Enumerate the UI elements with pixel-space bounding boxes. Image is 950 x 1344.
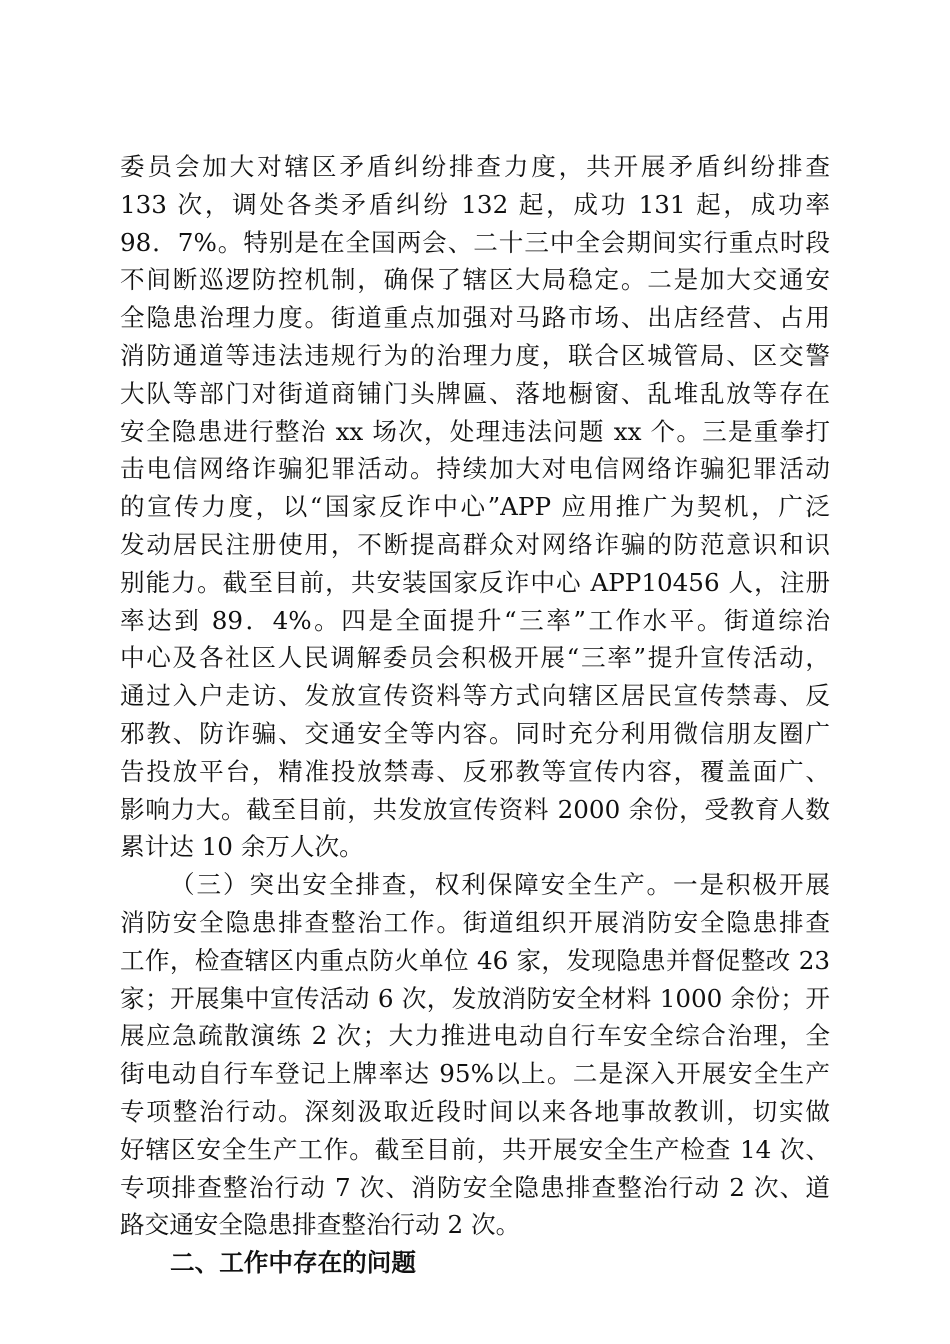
text-line: 击电信网络诈骗犯罪活动。持续加大对电信网络诈骗犯罪活动	[120, 454, 830, 484]
text-line: 大队等部门对街道商铺门头牌匾、落地橱窗、乱堆乱放等存在	[120, 378, 830, 408]
text-line: （三）突出安全排查，权利保障安全生产。一是积极开展	[170, 870, 830, 900]
paragraph-conflict-and-fraud	[120, 148, 830, 866]
text-line: 专项整治行动。深刻汲取近段时间以来各地事故教训，切实做	[120, 1096, 830, 1126]
text-line: 工作，检查辖区内重点防火单位 46 家，发现隐患并督促整改 23	[120, 945, 830, 975]
text-line: 家；开展集中宣传活动 6 次，发放消防安全材料 1000 余份；开	[120, 983, 830, 1013]
paragraph-safety-inspection	[120, 866, 830, 1244]
text-line: 别能力。截至目前，共安装国家反诈中心 APP10456 人，注册	[120, 567, 830, 597]
text-line: 街电动自行车登记上牌率达 95%以上。二是深入开展安全生产	[120, 1059, 830, 1089]
text-line: 通过入户走访、发放宣传资料等方式向辖区居民宣传禁毒、反	[120, 681, 830, 711]
text-line: 中心及各社区人民调解委员会积极开展“三率”提升宣传活动，	[120, 643, 830, 673]
section-heading: 二、工作中存在的问题	[170, 1248, 416, 1278]
text-line: 的宣传力度，以“国家反诈中心”APP 应用推广为契机，广泛	[120, 492, 830, 522]
text-line: 率达到 89．4%。四是全面提升“三率”工作水平。街道综治	[120, 605, 830, 635]
text-line: 98．7%。特别是在全国两会、二十三中全会期间实行重点时段	[120, 227, 830, 257]
text-line: 邪教、防诈骗、交通安全等内容。同时充分利用微信朋友圈广	[120, 718, 830, 748]
text-line: 133 次，调处各类矛盾纠纷 132 起，成功 131 起，成功率	[120, 189, 830, 219]
text-line: 告投放平台，精准投放禁毒、反邪教等宣传内容，覆盖面广、	[120, 756, 830, 786]
text-line: 不间断巡逻防控机制，确保了辖区大局稳定。二是加大交通安	[120, 265, 830, 295]
text-line: 路交通安全隐患排查整治行动 2 次。	[120, 1210, 521, 1240]
text-line: 委员会加大对辖区矛盾纠纷排查力度，共开展矛盾纠纷排查	[120, 152, 830, 181]
text-line: 展应急疏散演练 2 次；大力推进电动自行车安全综合治理，全	[120, 1021, 830, 1051]
text-line: 安全隐患进行整治 xx 场次，处理违法问题 xx 个。三是重拳打	[120, 416, 830, 446]
text-line: 影响力大。截至目前，共发放宣传资料 2000 余份，受教育人数	[120, 794, 830, 824]
text-line: 专项排查整治行动 7 次、消防安全隐患排查整治行动 2 次、道	[120, 1172, 830, 1202]
text-line: 全隐患治理力度。街道重点加强对马路市场、出店经营、占用	[120, 303, 830, 333]
text-line: 发动居民注册使用，不断提高群众对网络诈骗的防范意识和识	[120, 529, 830, 559]
document-page	[120, 148, 830, 1282]
text-line: 消防通道等违法违规行为的治理力度，联合区城管局、区交警	[120, 340, 830, 370]
text-line: 累计达 10 余万人次。	[120, 832, 364, 862]
text-line: 消防安全隐患排查整治工作。街道组织开展消防安全隐患排查	[120, 907, 830, 937]
text-line: 好辖区安全生产工作。截至目前，共开展安全生产检查 14 次、	[120, 1134, 830, 1164]
